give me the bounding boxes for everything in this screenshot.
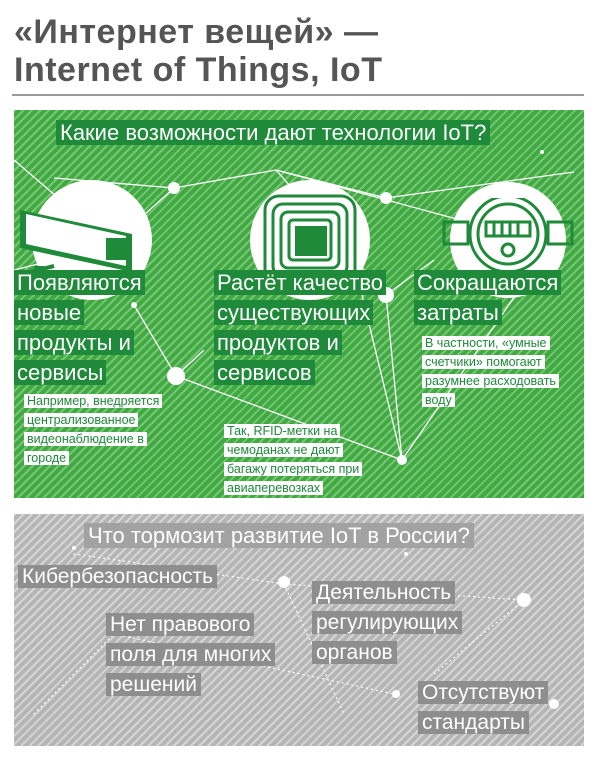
barrier-4: Отсутствуют стандарты (418, 678, 578, 738)
barriers-heading: Что тормозит развитие IoT в России? (84, 522, 554, 550)
barrier-2: Нет правового поля для многих решений (106, 610, 296, 700)
camera-icon (14, 180, 154, 280)
page-title-line-1: «Интернет вещей» — (14, 13, 379, 51)
opportunity-2-note: Так, RFID-метки на чемоданах не дают багажу потеряться при авиаперевозках (224, 420, 374, 496)
opportunity-3-title: Сокращаются затраты (414, 268, 584, 328)
page-title-line-2: Internet of Things, IoT (14, 51, 383, 89)
barriers-panel (14, 514, 584, 746)
opportunity-1-note: Например, внедряется централизованное видеонаблюдение в городе (24, 390, 169, 466)
title-divider (12, 94, 584, 96)
opportunities-panel (14, 110, 584, 498)
opportunities-heading: Какие возможности дают технологии IoT? (56, 118, 576, 148)
opportunity-2-title: Растёт качество существующих продуктов и сервисов (214, 268, 394, 388)
opportunity-1-title: Появляются новые продукты и сервисы (14, 268, 164, 388)
barrier-3: Деятельность регулирующих органов (312, 578, 502, 668)
barrier-1: Кибербезопасность (18, 562, 278, 592)
opportunity-3-note: В частности, «умные счетчики» помогают разумнее расходовать воду (422, 332, 582, 408)
